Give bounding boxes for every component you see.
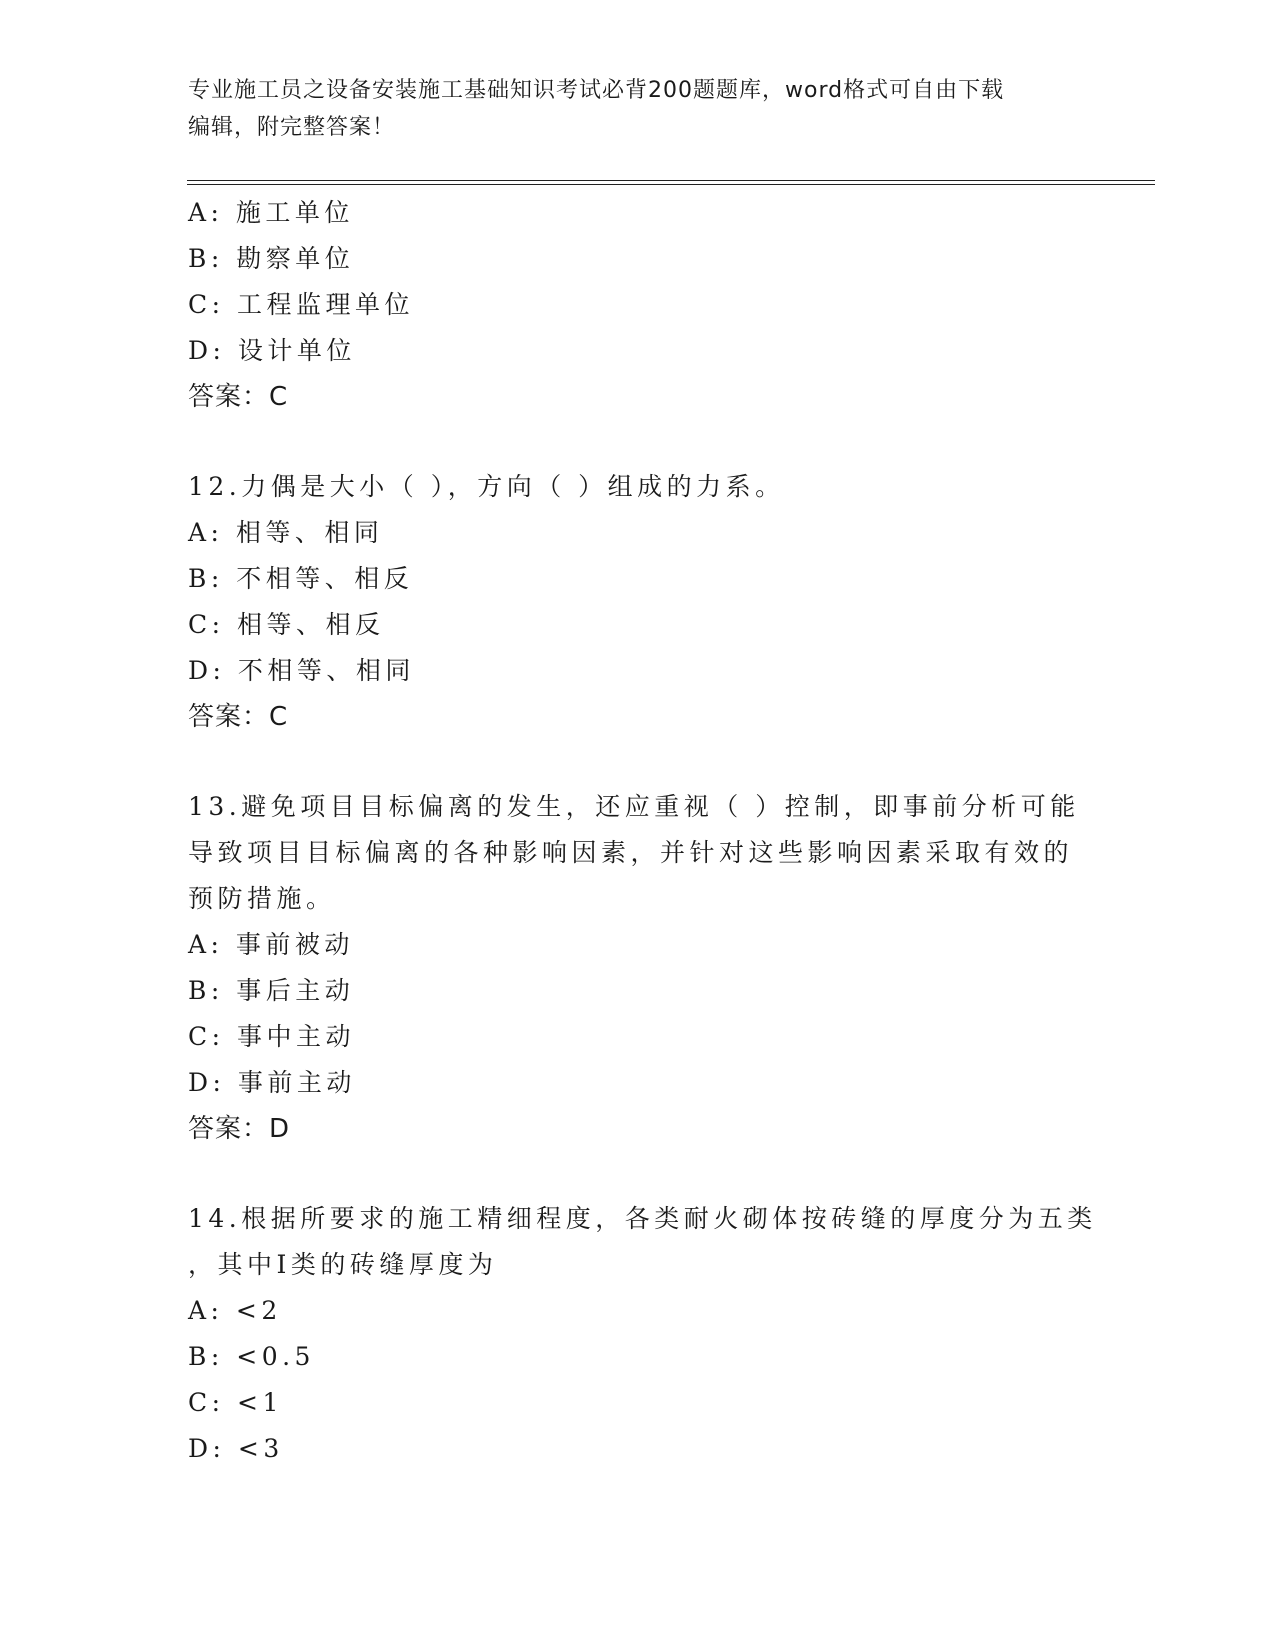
option-c: C: 工程监理单位 [188,290,414,319]
spacer [188,740,1088,784]
header-line-2: 编辑，附完整答案！ [188,115,396,140]
question-11-block [188,190,1088,420]
option-d: D: 事前主动 [188,1068,356,1097]
option-d: D: <3 [188,1434,284,1463]
option-a: A: 相等、相同 [188,518,384,547]
option-b: B: 不相等、相反 [188,564,414,593]
option-b: B: 勘察单位 [188,244,355,273]
option-b: B: <0.5 [188,1342,315,1371]
document-header [188,72,1088,146]
question-12-block [188,464,1088,740]
document-body [188,190,1097,1472]
spacer [188,1152,1088,1196]
option-a: A: 施工单位 [188,198,354,227]
option-c: C: 事中主动 [188,1022,355,1051]
question-text: 导致项目目标偏离的各种影响因素，并针对这些影响因素采取有效的 [188,838,1074,867]
question-13-block [188,784,1088,1152]
answer-line: 答案：C [188,702,289,732]
option-c: C: 相等、相反 [188,610,385,639]
option-d: D: 不相等、相同 [188,656,415,685]
question-14-block [188,1196,1097,1472]
question-text: 14.根据所要求的施工精细程度，各类耐火砌体按砖缝的厚度分为五类 [188,1204,1097,1233]
question-text: 12.力偶是大小（ ），方向（ ）组成的力系。 [188,472,785,501]
header-divider-top [187,180,1155,181]
option-b: B: 事后主动 [188,976,355,1005]
answer-line: 答案：C [188,382,289,412]
header-divider-bottom [187,184,1155,185]
option-a: A: 事前被动 [188,930,354,959]
answer-line: 答案：D [188,1114,291,1144]
option-c: C: <1 [188,1388,283,1417]
header-line-1: 专业施工员之设备安装施工基础知识考试必背200题题库，word格式可自由下载 [188,78,1005,103]
question-text: ，其中Ⅰ类的砖缝厚度为 [188,1250,498,1279]
option-a: A: <2 [188,1296,282,1325]
question-text: 预防措施。 [188,884,336,913]
spacer [188,420,1088,464]
question-text: 13.避免项目目标偏离的发生，还应重视（ ）控制，即事前分析可能 [188,792,1080,821]
option-d: D: 设计单位 [188,336,356,365]
